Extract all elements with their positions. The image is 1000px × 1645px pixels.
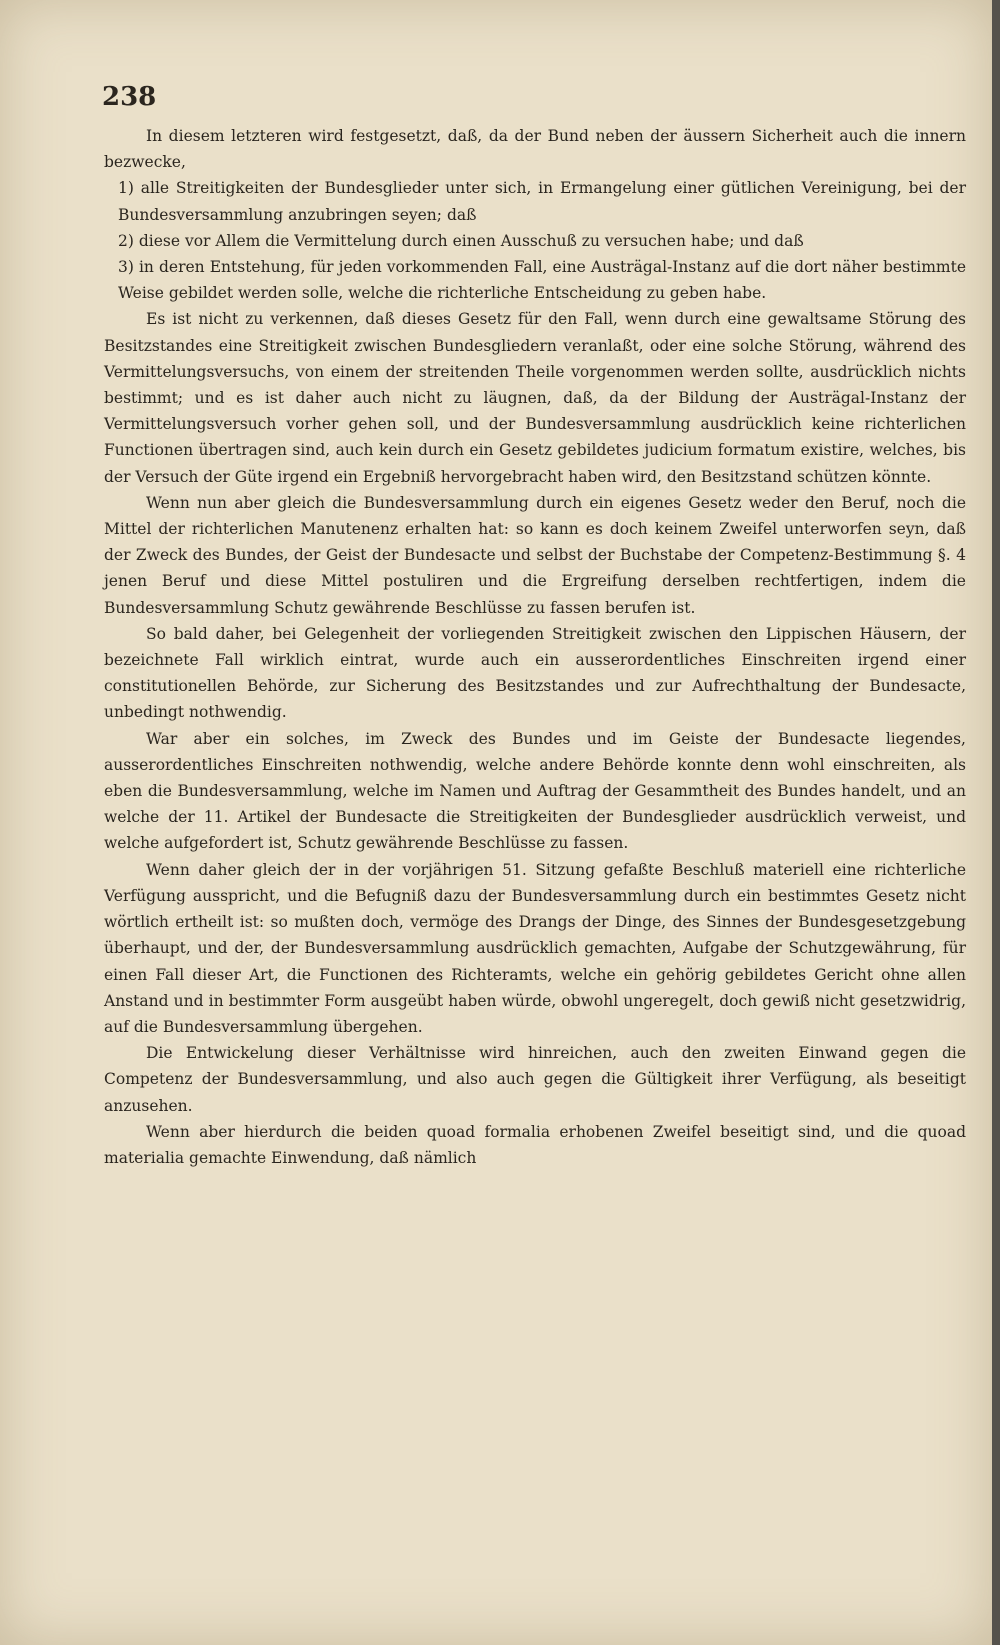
page-number: 238 [102, 82, 157, 112]
paragraph: Wenn nun aber gleich die Bundesversammlung durch ein eigenes Gesetz weder den Beruf, noch die Mittel der richterlichen Manutenenz erhalten hat: so kann es doch keinem Zweifel unterworfen seyn, daß der Zweck des Bundes, der Geist der Bundesacte und selbst der Buchstabe der Competenz-Bestimmung §. 4 jenen Beruf und diese Mittel postuliren und die Ergreifung derselben rechtfertigen, indem die Bundesversammlung Schutz gewährende Beschlüsse zu fassen berufen ist. [104, 493, 966, 617]
paragraph-intro: In diesem letzteren wird festgesetzt, daß, da der Bund neben der äussern Sicherheit auch die innern bezwecke, [104, 127, 966, 172]
paragraph: So bald daher, bei Gelegenheit der vorliegenden Streitigkeit zwischen den Lippischen Häusern, der bezeichnete Fall wirklich eintrat, wurde auch ein ausserordentliches Einschreiten irgend einer constitutionellen Behörde, zur Sicherung des Besitzstandes und zur Aufrechthaltung der Bundesacte, unbedingt nothwendig. [104, 624, 966, 722]
paragraph-point-2: 2) diese vor Allem die Vermittelung durch einen Ausschuß zu versuchen habe; und daß [118, 231, 804, 250]
paragraph-point-1: 1) alle Streitigkeiten der Bundesglieder unter sich, in Ermangelung einer gütlichen Vereinigung, bei der Bundesversammlung anzubringen seyen; daß [118, 179, 966, 224]
paragraph: War aber ein solches, im Zweck des Bundes und im Geiste der Bundesacte liegendes, ausserordentliches Einschreiten nothwendig, welche andere Behörde konnte denn wohl einschreiten, als eben die Bundesversammlung, welche im Namen und Auftrag der Gesammtheit des Bundes handelt, und an welche der 11. Artikel der Bundesacte die Streitigkeiten der Bundesglieder ausdrücklich verweist, und welche aufgefordert ist, Schutz gewährende Beschlüsse zu fassen. [104, 729, 966, 853]
paragraph: Wenn daher gleich der in der vorjährigen 51. Sitzung gefaßte Beschluß materiell eine richterliche Verfügung ausspricht, und die Befugniß dazu der Bundesversammlung durch ein bestimmtes Gesetz nicht wörtlich ertheilt ist: so mußten doch, vermöge des Drangs der Dinge, des Sinnes der Bundesgesetzgebung überhaupt, und der, der Bundesversammlung ausdrücklich gemachten, Aufgabe der Schutzgewährung, für einen Fall dieser Art, die Functionen des Richteramts, welche ein gehörig gebildetes Gericht ohne allen Anstand und in bestimmter Form ausgeübt haben würde, obwohl ungeregelt, doch gewiß nicht gesetzwidrig, auf die Bundesversammlung übergehen. [104, 860, 966, 1036]
paragraph-point-3: 3) in deren Entstehung, für jeden vorkommenden Fall, eine Austrägal-Instanz auf die dort näher bestimmte Weise gebildet werden solle, welche die richterliche Entscheidung zu geben habe. [118, 258, 966, 303]
body-text [104, 123, 966, 1171]
paragraph: Die Entwickelung dieser Verhältnisse wird hinreichen, auch den zweiten Einwand gegen die Competenz der Bundesversammlung, und also auch gegen die Gültigkeit ihrer Verfügung, als beseitigt anzusehen. [104, 1044, 966, 1115]
paragraph: Es ist nicht zu verkennen, daß dieses Gesetz für den Fall, wenn durch eine gewaltsame Störung des Besitzstandes eine Streitigkeit zwischen Bundesgliedern veranlaßt, oder eine solche Störung, während des Vermittelungsversuchs, von einem der streitenden Theile vorgenommen werden sollte, ausdrücklich nichts bestimmt; und es ist daher auch nicht zu läugnen, daß, da der Bildung der Austrägal-Instanz der Vermittelungsversuch vorher gehen soll, und der Bundesversammlung ausdrücklich keine richterlichen Functionen übertragen sind, auch kein durch ein Gesetz gebildetes judicium formatum existire, welches, bis der Versuch der Güte irgend ein Ergebniß hervorgebracht haben wird, den Besitzstand schützen könnte. [104, 310, 966, 486]
paragraph: Wenn aber hierdurch die beiden quoad formalia erhobenen Zweifel beseitigt sind, und die quoad materialia gemachte Einwendung, daß nämlich [104, 1122, 966, 1167]
scan-edge [992, 0, 1000, 1645]
